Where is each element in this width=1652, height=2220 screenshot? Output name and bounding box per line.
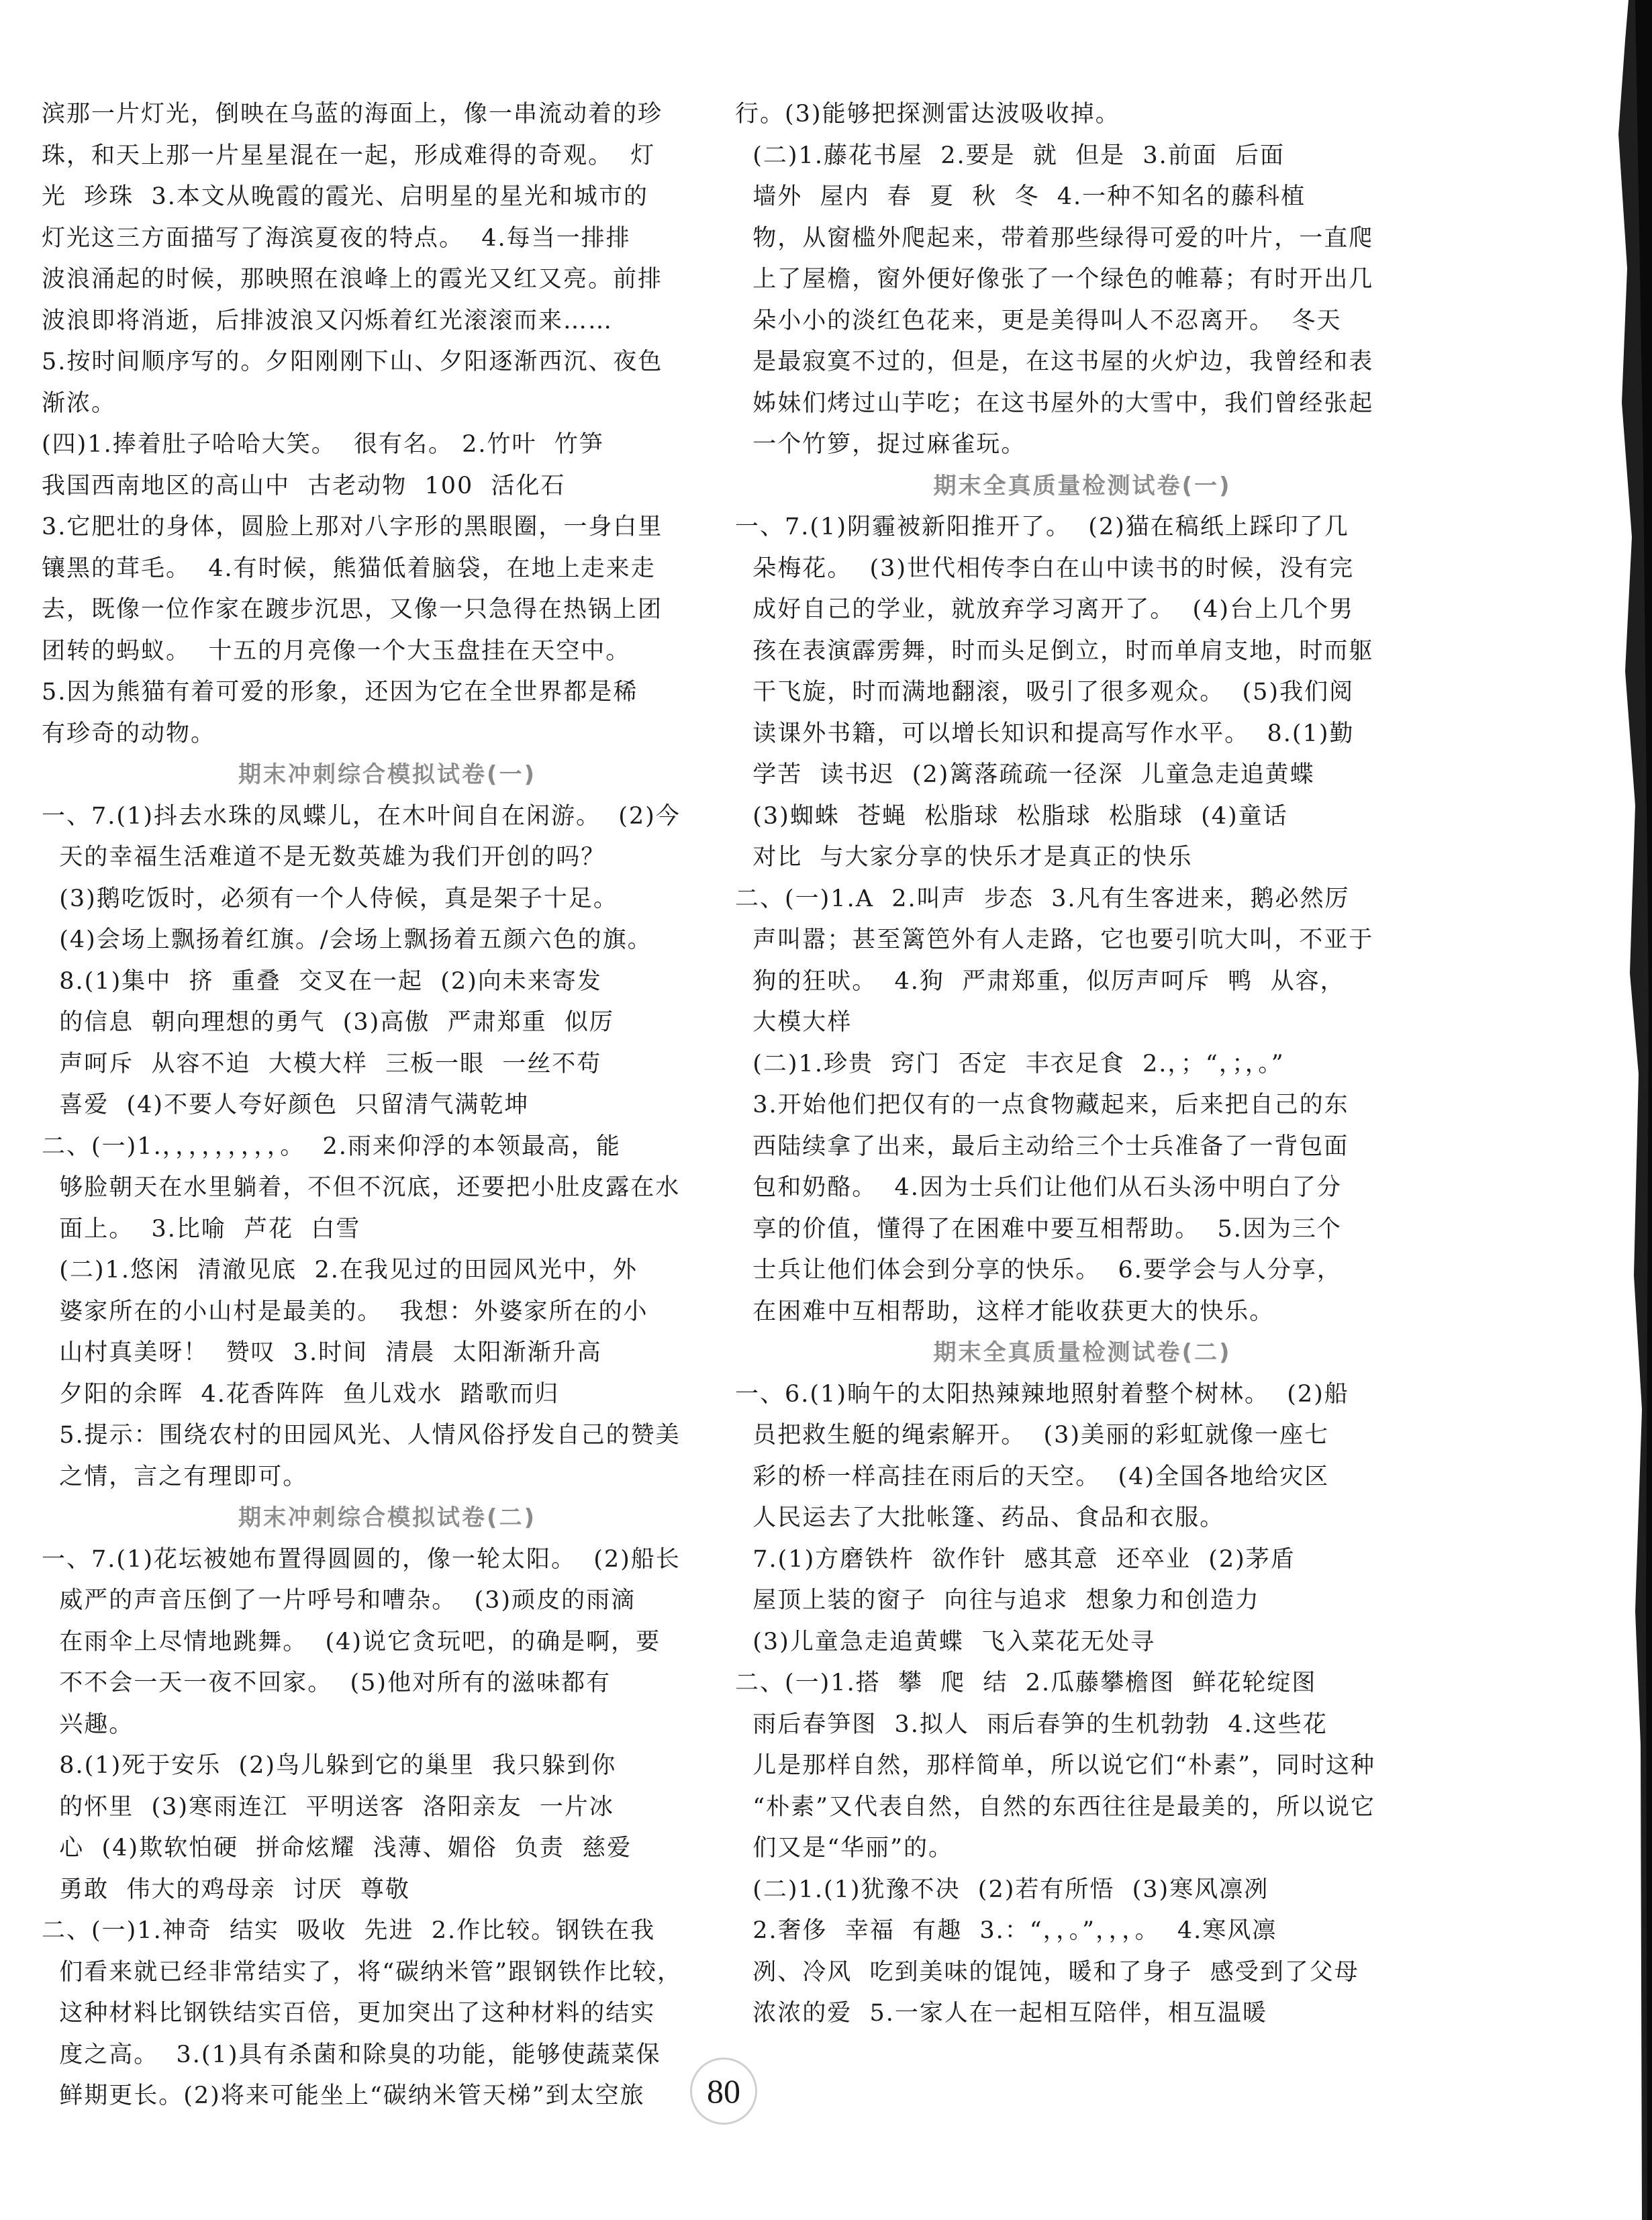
answer-line: 光 珍珠 3.本文从晚霞的霞光、启明星的星光和城市的 xyxy=(42,183,648,210)
answer-line: 朵梅花。 (3)世代相传李白在山中读书的时候，没有完 xyxy=(735,554,1355,582)
answer-line: 5.因为熊猫有着可爱的形象，还因为它在全世界都是稀 xyxy=(42,679,638,706)
answer-block xyxy=(42,1539,733,2117)
answer-line: 冽、冷风 吃到美味的馄饨，暖和了身子 感受到了父母 xyxy=(735,1958,1359,1986)
answer-line: 浓浓的爱 5.一家人在一起相互陪伴，相互温暖 xyxy=(735,2000,1267,2027)
answer-line: 在困难中互相帮助，这样才能收获更大的快乐。 xyxy=(735,1298,1275,1325)
answer-line: 波浪涌起的时候，那映照在浪峰上的霞光又红又亮。前排 xyxy=(42,266,663,293)
answer-line: 人民运去了大批帐篷、药品、食品和衣服。 xyxy=(735,1504,1225,1531)
answer-line: “朴素”又代表自然，自然的东西往往是最美的，所以说它 xyxy=(735,1793,1376,1821)
answer-line: 物，从窗槛外爬起来，带着那些绿得可爱的叶片，一直爬 xyxy=(735,224,1374,252)
answer-line: 3.它肥壮的身体，圆脸上那对八字形的黑眼圈，一身白里 xyxy=(42,514,663,540)
answer-line: (4)会场上飘扬着红旗。/会场上飘扬着五颜六色的旗。 xyxy=(42,926,652,953)
answer-line: 包和奶酪。 4.因为士兵们让他们从石头汤中明白了分 xyxy=(735,1174,1342,1201)
answer-line: 声呵斥 从容不迫 大模大样 三板一眼 一丝不苟 xyxy=(42,1050,602,1077)
answer-line: 屋顶上装的窗子 向往与追求 想象力和创造力 xyxy=(735,1587,1260,1614)
answer-line: 雨后春笋图 3.拟人 雨后春笋的生机勃勃 4.这些花 xyxy=(735,1710,1328,1738)
section-heading xyxy=(735,1333,1430,1374)
answer-line: 上了屋檐，窗外便好像张了一个绿色的帷幕；有时开出几 xyxy=(735,266,1374,293)
answer-line: 员把救生艇的绳索解开。 (3)美丽的彩虹就像一座七 xyxy=(735,1422,1330,1449)
answer-block xyxy=(42,796,733,1498)
answer-line: (二)1.(1)犹豫不决 (2)若有所悟 (3)寒风凛冽 xyxy=(735,1876,1269,1903)
answer-line: 学苦 读书迟 (2)篱落疏疏一径深 儿童急走追黄蝶 xyxy=(735,761,1315,788)
answer-line: 镶黑的茸毛。 4.有时候，熊猫低着脑袋，在地上走来走 xyxy=(42,554,656,582)
answer-line: 不不会一天一夜不回家。 (5)他对所有的滋味都有 xyxy=(42,1670,612,1696)
answer-line: 墙外 屋内 春 夏 秋 冬 4.一种不知名的藤科植 xyxy=(735,183,1306,210)
answer-line: 我国西南地区的高山中 古老动物 100 活化石 xyxy=(42,472,566,499)
answer-line: 的信息 朝向理想的勇气 (3)高傲 严肃郑重 似厉 xyxy=(42,1009,614,1036)
answer-line: (3)鹅吃饭时，必须有一个人侍候，真是架子十足。 xyxy=(42,885,618,912)
answer-line: 读课外书籍，可以增长知识和提高写作水平。 8.(1)勤 xyxy=(735,720,1355,747)
answer-line: 天的幸福生活难道不是无数英雄为我们开创的吗？ xyxy=(42,844,606,871)
section-heading xyxy=(735,466,1430,508)
answer-line: (四)1.捧着肚子哈哈大笑。 很有名。 2.竹叶 竹笋 xyxy=(42,431,604,458)
answer-line: 2.奢侈 幸福 有趣 3.：“，，。”，，，。 4.寒风凛 xyxy=(735,1917,1277,1944)
answer-line: 对比 与大家分享的快乐才是真正的快乐 xyxy=(735,844,1193,871)
answer-line: 够脸朝天在水里躺着，不但不沉底，还要把小肚皮露在水 xyxy=(42,1174,681,1201)
answer-line: 儿是那样自然，那样简单，所以说它们“朴素”，同时这种 xyxy=(735,1752,1376,1779)
answer-line: 这种材料比钢铁结实百倍，更加突出了这种材料的结实 xyxy=(42,2000,656,2027)
section-heading-text: 期末全真质量检测试卷(一) xyxy=(933,472,1232,499)
answer-line: 勇敢 伟大的鸡母亲 讨厌 尊敬 xyxy=(42,1876,411,1903)
answer-line: 3.开始他们把仅有的一点食物藏起来，后来把自己的东 xyxy=(735,1092,1349,1118)
answer-line: 渐浓。 xyxy=(42,389,117,417)
answer-line: 狗的狂吠。 4.狗 严肃郑重，似厉声呵斥 鸭 从容， xyxy=(735,967,1345,995)
answer-line: 面上。 3.比喻 芦花 白雪 xyxy=(42,1215,361,1243)
answer-line: 成好自己的学业，就放弃学习离开了。 (4)台上几个男 xyxy=(735,596,1355,623)
answer-line: 山村真美呀！ 赞叹 3.时间 清晨 太阳渐渐升高 xyxy=(42,1339,602,1366)
answer-line: 行。(3)能够把探测雷达波吸收掉。 xyxy=(735,101,1120,128)
section-heading-text: 期末全真质量检测试卷(二) xyxy=(933,1339,1232,1366)
answer-block xyxy=(42,94,733,755)
answer-line: 一、7.(1)抖去水珠的凤蝶儿，在木叶间自在闲游。 (2)今 xyxy=(42,802,681,830)
page-binding-edge xyxy=(1555,0,1652,2220)
answer-line: 一、7.(1)阴霾被新阳推开了。 (2)猫在稿纸上踩印了几 xyxy=(735,514,1349,540)
answer-line: 姊妹们烤过山芋吃；在这书屋外的大雪中，我们曾经张起 xyxy=(735,389,1374,417)
answer-line: 夕阳的余晖 4.花香阵阵 鱼儿戏水 踏歌而归 xyxy=(42,1380,560,1408)
answer-line: 8.(1)集中 挤 重叠 交叉在一起 (2)向未来寄发 xyxy=(42,967,602,995)
answer-line: 5.按时间顺序写的。夕阳刚刚下山、夕阳逐渐西沉、夜色 xyxy=(42,348,663,375)
answer-line: 彩的桥一样高挂在雨后的天空。 (4)全国各地给灾区 xyxy=(735,1463,1330,1490)
answer-line: (3)儿童急走追黄蝶 飞入菜花无处寻 xyxy=(735,1628,1156,1655)
answer-line: 滨那一片灯光，倒映在乌蓝的海面上，像一串流动着的珍 xyxy=(42,101,663,128)
right-column xyxy=(735,94,1430,2035)
answer-line: (二)1.藤花书屋 2.要是 就 但是 3.前面 后面 xyxy=(735,142,1285,169)
answer-line: 二、(一)1.A 2.叫声 步态 3.凡有生客进来，鹅必然厉 xyxy=(735,885,1350,912)
answer-line: 8.(1)死于安乐 (2)鸟儿躲到它的巢里 我只躲到你 xyxy=(42,1752,617,1779)
answer-line: 婆家所在的小山村是最美的。 我想：外婆家所在的小 xyxy=(42,1298,648,1325)
answer-line: 二、(一)1.神奇 结实 吸收 先进 2.作比较。钢铁在我 xyxy=(42,1917,656,1944)
answer-line: 5.提示：围绕农村的田园风光、人情风俗抒发自己的赞美 xyxy=(42,1422,681,1449)
answer-line: 度之高。 3.(1)具有杀菌和除臭的功能，能够使蔬菜保 xyxy=(42,2041,661,2068)
answer-line: 声叫嚣；甚至篱笆外有人走路，它也要引吭大叫，不亚于 xyxy=(735,926,1374,953)
answer-line: 大模大样 xyxy=(735,1009,853,1036)
answer-line: 在雨伞上尽情地跳舞。 (4)说它贪玩吧，的确是啊，要 xyxy=(42,1628,661,1655)
answer-line: 波浪即将消逝，后排波浪又闪烁着红光滚滚而来…… xyxy=(42,307,614,334)
answer-block xyxy=(735,94,1430,466)
answer-line: (二)1.悠闲 清澈见底 2.在我见过的田园风光中，外 xyxy=(42,1257,638,1284)
answer-line: 团转的蚂蚁。 十五的月亮像一个大玉盘挂在天空中。 xyxy=(42,637,631,665)
section-heading-text: 期末冲刺综合模拟试卷(二) xyxy=(238,1504,537,1531)
answer-line: 士兵让他们体会到分享的快乐。 6.要学会与人分享， xyxy=(735,1257,1342,1284)
section-heading xyxy=(42,755,733,796)
section-heading xyxy=(42,1498,733,1539)
answer-line: 心 (4)欺软怕硬 拼命炫耀 浅薄、媚俗 负责 慈爱 xyxy=(42,1835,632,1862)
answer-block xyxy=(735,1374,1430,2035)
page-number: 80 xyxy=(690,2058,757,2125)
answer-line: 有珍奇的动物。 xyxy=(42,720,216,747)
answer-line: (二)1.珍贵 窍门 否定 丰衣足食 2.，；“，；，。” xyxy=(735,1050,1285,1077)
answer-line: 一、7.(1)花坛被她布置得圆圆的，像一轮太阳。 (2)船长 xyxy=(42,1545,681,1573)
section-heading-text: 期末冲刺综合模拟试卷(一) xyxy=(238,761,537,788)
answer-line: 珠，和天上那一片星星混在一起，形成难得的奇观。 灯 xyxy=(42,142,656,169)
answer-line: 孩在表演霹雳舞，时而头足倒立，时而单肩支地，时而躯 xyxy=(735,637,1374,665)
answer-line: 是最寂寞不过的，但是，在这书屋的火炉边，我曾经和表 xyxy=(735,348,1374,375)
left-column xyxy=(42,94,733,2117)
answer-line: 鲜期更长。(2)将来可能坐上“碳纳米管天梯”到太空旅 xyxy=(42,2082,645,2109)
answer-line: 之情，言之有理即可。 xyxy=(42,1463,308,1490)
answer-line: 西陆续拿了出来，最后主动给三个士兵准备了一背包面 xyxy=(735,1132,1349,1160)
answer-line: 的怀里 (3)寒雨连江 平明送客 洛阳亲友 一片冰 xyxy=(42,1793,614,1821)
answer-block xyxy=(735,507,1430,1333)
answer-line: 去，既像一位作家在踱步沉思，又像一只急得在热锅上团 xyxy=(42,596,663,623)
answer-line: 喜爱 (4)不要人夸好颜色 只留清气满乾坤 xyxy=(42,1092,530,1118)
answer-line: 威严的声音压倒了一片呼号和嘈杂。 (3)顽皮的雨滴 xyxy=(42,1587,636,1614)
answer-line: 享的价值，懂得了在困难中要互相帮助。 5.因为三个 xyxy=(735,1215,1342,1243)
answer-line: 二、(一)1.搭 攀 爬 结 2.瓜藤攀檐图 鲜花轮绽图 xyxy=(735,1670,1317,1696)
answer-line: 7.(1)方磨铁杵 欲作针 感其意 还卒业 (2)茅盾 xyxy=(735,1545,1296,1573)
answer-line: 一、6.(1)晌午的太阳热辣辣地照射着整个树林。 (2)船 xyxy=(735,1380,1349,1408)
answer-line: 二、(一)1.，，，，，，，，，。 2.雨来仰浮的本领最高，能 xyxy=(42,1132,621,1160)
answer-line: 灯光这三方面描写了海滨夏夜的特点。 4.每当一排排 xyxy=(42,224,631,252)
answer-line: 们看来就已经非常结实了，将“碳纳米管”跟钢铁作比较， xyxy=(42,1958,683,1986)
answer-line: 兴趣。 xyxy=(42,1710,134,1738)
answer-line: 们又是“华丽”的。 xyxy=(735,1835,954,1862)
answer-line: (3)蜘蛛 苍蝇 松脂球 松脂球 松脂球 (4)童话 xyxy=(735,802,1288,830)
answer-line: 干飞旋，时而满地翻滚，吸引了很多观众。 (5)我们阅 xyxy=(735,679,1355,706)
answer-line: 一个竹箩，捉过麻雀玩。 xyxy=(735,431,1026,458)
answer-line: 朵小小的淡红色花来，更是美得叫人不忍离开。 冬天 xyxy=(735,307,1342,334)
